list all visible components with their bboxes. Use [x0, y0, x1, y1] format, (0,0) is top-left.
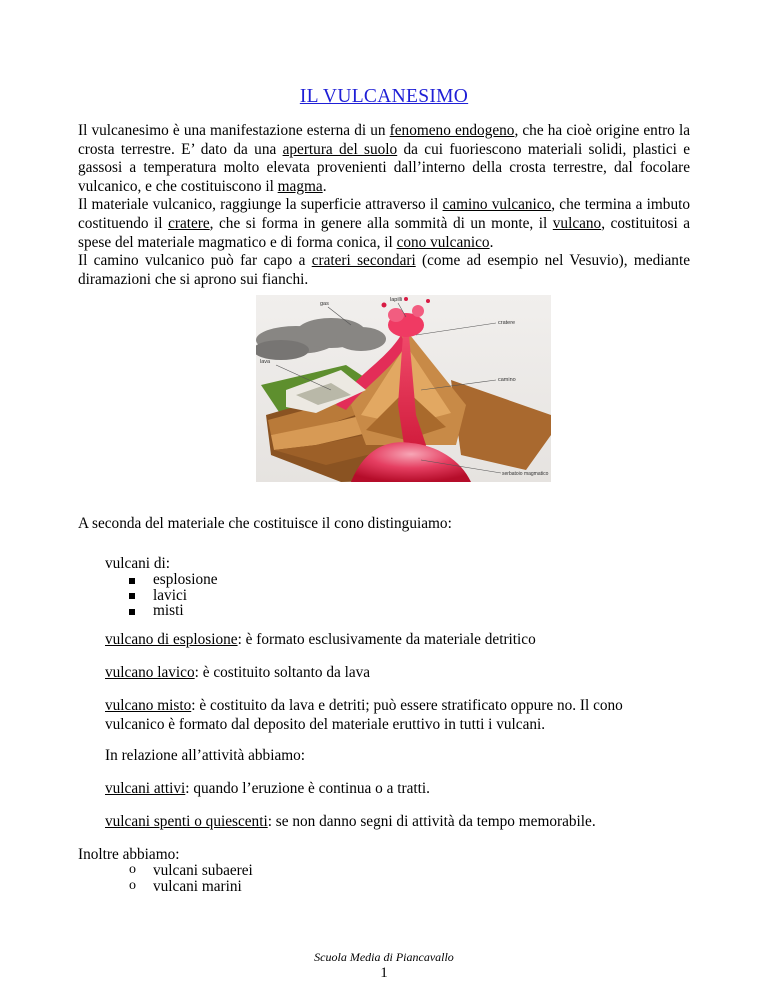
term-esplosione: vulcano di esplosione: [105, 631, 238, 648]
intro-paragraph: Il vulcanesimo è una manifestazione esterna di un fenomeno endogeno, che ha cioè origine entro la crosta terrestre. E’ dato da una apertura del suolo da cui fuoriescono materiali solidi, plastici e gassosi a temperatura molto elevata provenienti dall’interno della crosta terrestre, dal focolare vulcanico, e che costituiscono il magma. Il materiale vulcanico, raggiunge la superficie attraverso il camino vulcanico, che termina a imbuto costituendo il cratere, che si forma in genere alla sommità di un monte, il vulcano, costituitosi a spese del materiale magmatico e di forma conica, il cono vulcanico. Il camino vulcanico può far capo a crateri secondari (come ad esempio nel Vesuvio), mediante diramazioni che si aprono sui fianchi.: [78, 122, 691, 288]
volcano-illustration: [256, 295, 551, 482]
label-cratere: cratere: [498, 320, 516, 326]
term-camino-vulcanico: camino vulcanico: [442, 196, 552, 214]
term-cono-vulcanico: cono vulcanico: [396, 233, 490, 251]
definition-spenti: vulcani spenti o quiescenti: se non danno segni di attività da tempo memorabile.: [105, 813, 596, 830]
other-item: vulcani marini: [153, 878, 242, 895]
square-bullet-icon: [129, 578, 135, 584]
section-heading-inoltre: Inoltre abbiamo:: [78, 846, 180, 863]
circle-bullet-icon: o: [129, 862, 136, 877]
term-crateri-secondari: crateri secondari: [311, 252, 416, 270]
label-lapilli: lapilli: [390, 297, 403, 303]
label-gas: gas: [320, 301, 329, 307]
square-bullet-icon: [129, 609, 135, 615]
label-camino: camino: [498, 377, 516, 383]
page-number: 1: [380, 965, 388, 981]
label-serbatoio: serbatoio magmatico: [502, 471, 549, 477]
term-misto: vulcano misto: [105, 697, 192, 714]
term-lavico: vulcano lavico: [105, 664, 195, 681]
section-heading-cono: A seconda del materiale che costituisce il cono distinguiamo:: [78, 515, 452, 532]
type-item: esplosione: [153, 571, 218, 588]
type-item: misti: [153, 602, 184, 619]
type-item: lavici: [153, 587, 187, 604]
types-heading: vulcani di:: [105, 555, 170, 572]
footer-school: Scuola Media di Piancavallo: [314, 950, 454, 964]
definition-lavico: vulcano lavico: è costituito soltanto da lava: [105, 664, 371, 681]
term-attivi: vulcani attivi: [105, 780, 186, 797]
square-bullet-icon: [129, 593, 135, 599]
definition-attivi: vulcani attivi: quando l’eruzione è continua o a tratti.: [105, 780, 430, 797]
page-title[interactable]: IL VULCANESIMO: [299, 86, 469, 107]
link-fenomeno-endogeno: fenomeno endogeno: [389, 122, 515, 139]
section-heading-attivita: In relazione all’attività abbiamo:: [105, 747, 306, 764]
other-item: vulcani subaerei: [153, 862, 253, 879]
term-vulcano: vulcano: [552, 214, 602, 232]
definition-misto: vulcano misto: è costituito da lava e detriti; può essere stratificato oppure no. Il cono vulcanico è formato dal deposito del materiale eruttivo in tutti i vulcani.: [105, 697, 623, 733]
label-lava: lava: [260, 359, 271, 365]
circle-bullet-icon: o: [129, 878, 136, 893]
term-spenti: vulcani spenti o quiescenti: [105, 813, 268, 830]
term-magma: magma: [277, 177, 323, 195]
term-apertura-del-suolo: apertura del suolo: [282, 140, 398, 158]
term-cratere: cratere: [168, 214, 210, 232]
definition-esplosione: vulcano di esplosione: è formato esclusivamente da materiale detritico: [105, 631, 536, 648]
